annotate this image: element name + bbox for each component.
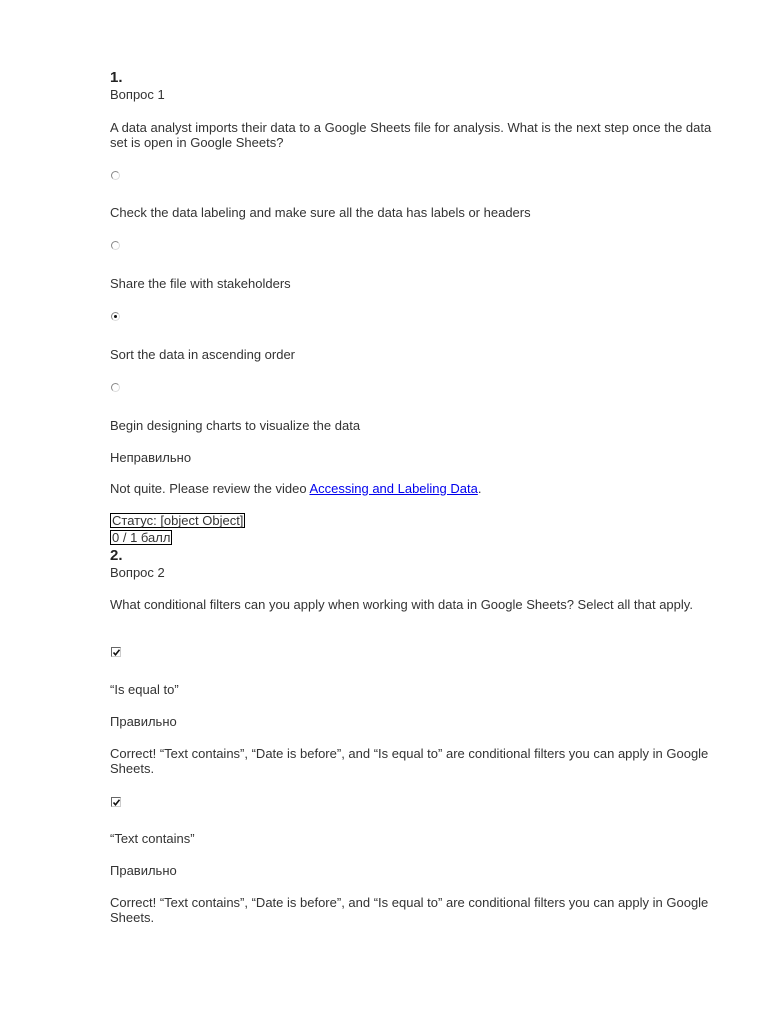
status-text: Статус: [object Object] [112, 513, 244, 528]
question-prompt: What conditional filters can you apply when working with data in Google Sheets? Select all that apply. [110, 597, 693, 612]
question-number: 2. [110, 547, 123, 564]
option-label: Sort the data in ascending order [110, 347, 296, 362]
option-label: Share the file with stakeholders [110, 276, 291, 291]
option-label: “Is equal to” [110, 682, 179, 697]
question-number: 1. [110, 69, 123, 86]
option-radio[interactable] [111, 171, 120, 180]
question-label: Вопрос 2 [110, 565, 165, 580]
result-label: Неправильно [110, 450, 192, 465]
feedback-text: Correct! “Text contains”, “Date is before”, and “Is equal to” are conditional filters you can apply in Google Sheets. [110, 746, 709, 776]
video-link[interactable]: Accessing and Labeling Data [309, 481, 478, 496]
question-label: Вопрос 1 [110, 87, 165, 102]
question-prompt: A data analyst imports their data to a Google Sheets file for analysis. What is the next step once the data set is open in Google Sheets? [110, 120, 712, 150]
score-text: 0 / 1 балл [112, 530, 171, 545]
checkmark-icon [112, 798, 121, 807]
feedback-suffix: . [477, 481, 482, 496]
feedback-text: Correct! “Text contains”, “Date is before”, and “Is equal to” are conditional filters you can apply in Google Sheets. [110, 895, 709, 925]
option-label: “Text contains” [110, 831, 195, 846]
status-box [110, 513, 245, 528]
option-radio[interactable] [111, 383, 120, 392]
feedback-text [110, 481, 720, 496]
option-label: Check the data labeling and make sure all the data has labels or headers [110, 205, 531, 220]
result-label: Правильно [110, 714, 177, 729]
feedback-prefix: Not quite. Please review the video [110, 481, 310, 496]
option-radio[interactable] [111, 241, 120, 250]
option-label: Begin designing charts to visualize the data [110, 418, 361, 433]
checkmark-icon [112, 648, 121, 657]
result-label: Правильно [110, 863, 177, 878]
option-checkbox-checked[interactable] [111, 797, 121, 807]
option-checkbox-checked[interactable] [111, 647, 121, 657]
score-box [110, 530, 172, 545]
option-radio-selected[interactable] [111, 312, 120, 321]
